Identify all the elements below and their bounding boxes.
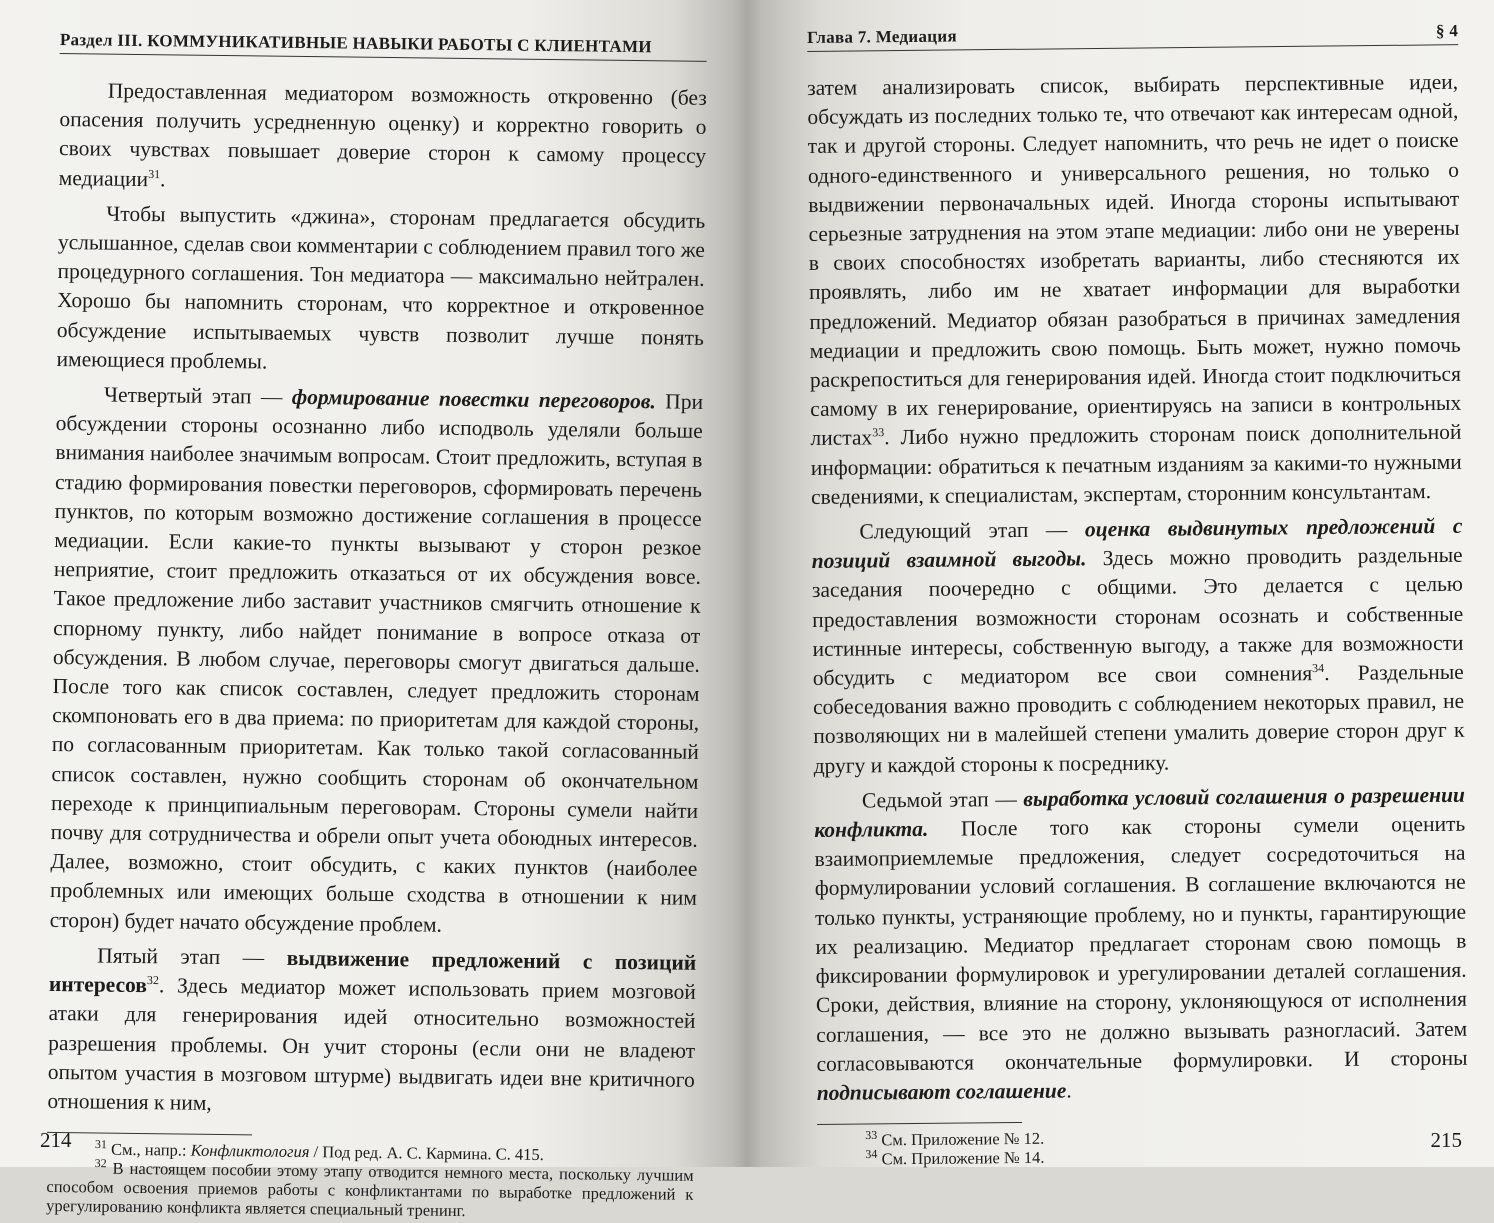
footnote: $^{34}$ См. Приложение № 14. — [865, 1146, 1045, 1169]
paragraph: затем анализировать список, выбирать перспективные идеи, обсуждать из последних только те, что отвечают как интересам одной, так и другой стороны. Следует напомнить, что речь не идет о поиске одного-единственного и универсального решения, но только о выдвижении первоначальных идей. Иногда стороны испытывают серьезные затруднения на этом этапе медиации: либо они не уверены в своих способностях изобретать варианты, либо стесняются их проявлять, либо им не хватает информации для выработки предложений. Медиатор обязан разобраться в причинах замедления медиации и предложить свою помощь. Быть может, нужно помочь раскрепоститься для генерирования идей. Иногда стоит подключиться самому в их генерирование, ориентируясь на записи в контрольных листах$^{33}$. Либо нужно предложить сторонам поиск дополнительной информации: обратиться к печатным изданиям за какими-то нужными сведениями, к специалистам, экспертам, сторонним консультантам. — [807, 69, 1462, 509]
footnote-divider — [47, 1132, 252, 1136]
footnote: $^{31}$ См., напр.: Конфликтология / Под ред. А. С. Кармина. С. 415. — [94, 1137, 544, 1165]
footnote-ref: 32 — [146, 973, 160, 988]
emphasis: подписывают соглашение — [816, 1078, 1067, 1105]
left-page — [0, 0, 747, 1221]
paragraph: Четвертый этап — формирование повестки переговоров. При обсуждении стороны осознанно либо исподволь уделяли больше внимания наиболее значимым вопросам. Стоит предложить, вступая в стадию формирования повестки переговоров, сформировать перечень пунктов, по которым возможно достижение соглашения в процессе медиации. Если какие-то пункты вызывают у сторон резкое неприятие, стоит предложить отказаться от их обсуждения вовсе. Такое предложение либо заставит участников смягчить отношение к спорному пункту, либо найдет понимание в вопросе отказа от обсуждения. В любом случае, переговоры смогут двигаться дальше. После того как список составлен, следует предложить сторонам скомпоновать его в два приема: по приоритетам для каждой стороны, по согласованным приоритетам. Как только такой согласованный список составлен, нужно сообщить сторонам об окончательном переходе к принципиальным переговорам. Стороны сумели найти почву для сотрудничества и обрели опыт учета обоюдных интересов. Далее, возможно, стоит обсудить, с каких пунктов (наиболее проблемных или имеющих больше сходства в отношении к ним сторон) будет начато обсуждение проблем. — [49, 382, 704, 937]
running-head-left-page — [60, 30, 707, 62]
paragraph: Седьмой этап — выработка условий соглашения о разрешении конфликта. После того как стороны сумели оценить взаимоприемлемые предложения, следует сосредоточиться на формулировании условий соглашения. В соглашение включаются не только пункты, устраняющие проблему, но и пункты, гарантирующие их реализацию. Медиатор предлагает сторонам свою помощь в фиксировании формулировок и урегулировании деталей соглашения. Сроки, действия, влияние на сторону, уклоняющуюся от исполнения соглашения, — все это не должно вызывать разногласий. Затем согласовываются окончательные формулировки. И стороны подписывают соглашение. — [814, 782, 1468, 1105]
stage-term: формирование повестки переговоров. — [291, 384, 656, 414]
footnote: $^{32}$ В настоящем пособии этому этапу отводится немного места, поскольку лучшим способом освоения приемов работы с конфликтантами по выработке предложений к урегулированию конфликта является специальный тренинг. — [46, 1156, 694, 1221]
footnote-ref: 33 — [872, 425, 885, 440]
page-number: 214 — [40, 1128, 72, 1152]
footnote-ref: 31 — [148, 166, 161, 181]
footnotes-right — [817, 1125, 1468, 1169]
left-page-body — [46, 76, 707, 1223]
section-mark: § 4 — [1435, 21, 1459, 41]
paragraph: Чтобы выпустить «джина», сторонам предлагается обсудить услышанное, сделав свои комментарии с соблюдением правил того же процедурного соглашения. Тон медиатора — максимально нейтрален. Хорошо бы напомнить сторонам, что корректное и откровенное обсуждение испытываемых чувств позволит лучше понять имеющиеся проблемы. — [56, 201, 706, 374]
section-title: Раздел III. КОММУНИКАТИВНЫЕ НАВЫКИ РАБОТЫ С КЛИЕНТАМИ — [59, 30, 653, 57]
footnote-ref: 34 — [1312, 660, 1325, 676]
chapter-title: Глава 7. Медиация — [807, 26, 957, 47]
right-page — [747, 0, 1494, 1167]
page-number: 215 — [1430, 1128, 1462, 1152]
paragraph: Следующий этап — оценка выдвинутых предложений с позиций взаимной выгоды. Здесь можно проводить раздельные заседания поочередно с общими. Это делается с целью предоставления возможности сторонам осознать и собственные истинные интересы, собственную выгоду, а также для возможности обсудить с медиатором все свои сомнения$^{34}$. Раздельные собеседования важно проводить с соблюдением некоторых правил, не позволяющих ни в малейшей степени умалить доверие сторон друг к другу и каждой стороны к посреднику. — [811, 513, 1465, 778]
footnote-divider — [817, 1122, 1022, 1125]
right-page-body — [807, 68, 1468, 1169]
stage-term: выработка условий соглашения о разрешении конфликта. — [814, 782, 1466, 843]
stage-term: оценка выдвинутых предложений с позиций взаимной выгоды. — [811, 513, 1463, 574]
running-head-right-page — [807, 21, 1458, 52]
paragraph: Пятый этап — выдвижение предложений с позиций интересов$^{32}$. Здесь медиатор может использовать прием мозговой атаки для генерирования идей относительно возможностей разрешения проблемы. Он учит стороны (если они не владеют опытом участия в мозговом штурме) выдвигать идеи вне критичного отношения к ним, — [47, 943, 697, 1115]
footnotes-left — [46, 1139, 694, 1223]
paragraph: Предоставленная медиатором возможность откровенно (без опасения получить усредненную оценку) и корректно говорить о своих чувствах повышает доверие сторон к самому процессу медиации$^{31}$. — [58, 78, 707, 191]
footnote: $^{33}$ См. Приложение № 12. — [865, 1127, 1045, 1150]
stage-term: выдвижение предложений с позиций интересов — [48, 945, 697, 998]
